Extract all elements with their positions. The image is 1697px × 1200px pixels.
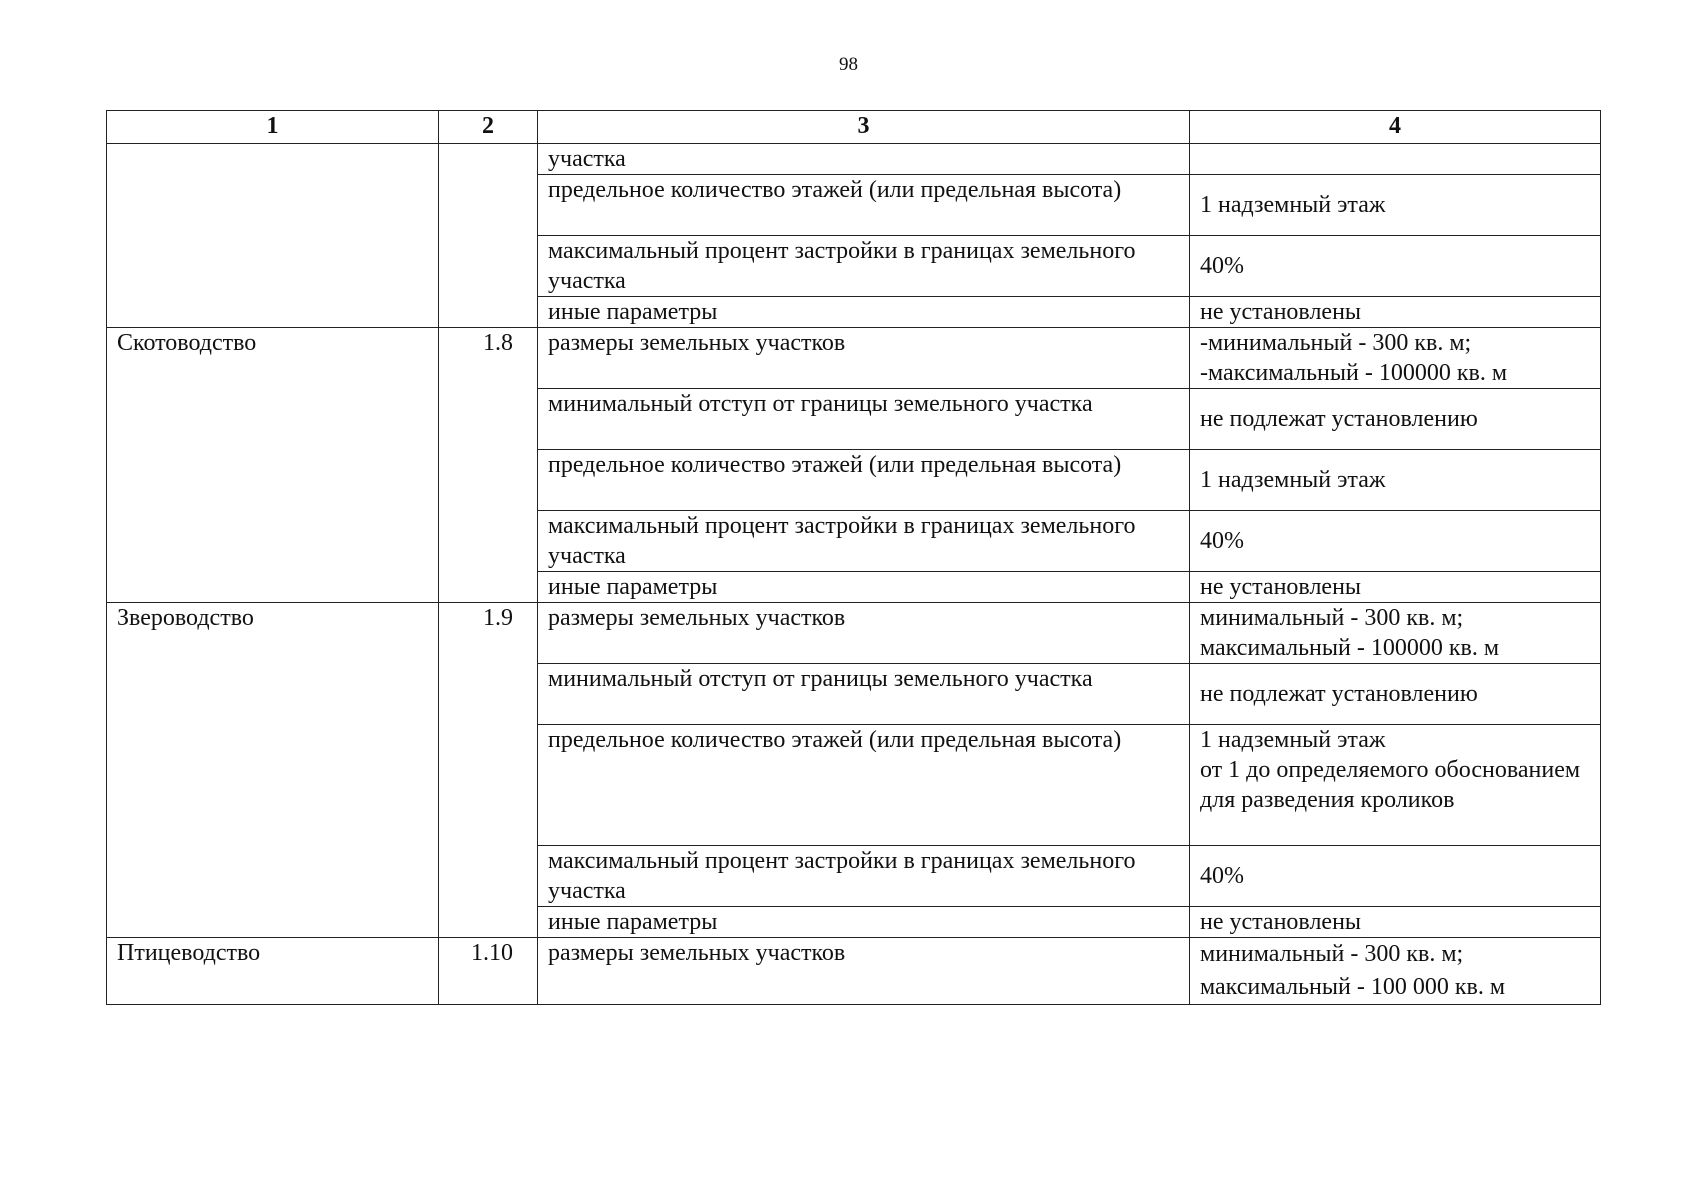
table-row: [107, 603, 1601, 664]
value-cell: [1190, 725, 1601, 846]
value-cell: 40%: [1190, 511, 1601, 572]
value-cell: не установлены: [1190, 297, 1601, 328]
value-cell: [1190, 328, 1601, 389]
parameter-cell: минимальный отступ от границы земельного участка: [538, 389, 1190, 450]
value-line: минимальный - 300 кв. м;: [1200, 605, 1464, 631]
value-line: 1 надземный этаж: [1200, 727, 1386, 753]
parameter-cell: максимальный процент застройки в границах земельного участка: [538, 511, 1190, 572]
value-cell: не подлежат установлению: [1190, 664, 1601, 725]
table-row: [107, 328, 1601, 389]
use-type-cell: Птицеводство: [107, 938, 439, 1005]
parameter-cell: иные параметры: [538, 907, 1190, 938]
value-line: максимальный - 100000 кв. м: [1200, 635, 1500, 661]
value-cell: 1 надземный этаж: [1190, 450, 1601, 511]
use-type-cell: Скотоводство: [107, 328, 439, 603]
value-cell: не подлежат установлению: [1190, 389, 1601, 450]
value-line: максимальный - 100 000 кв. м: [1200, 974, 1506, 1000]
parameter-cell: иные параметры: [538, 572, 1190, 603]
parameter-cell: иные параметры: [538, 297, 1190, 328]
value-cell: не установлены: [1190, 907, 1601, 938]
table-header-row: [107, 111, 1601, 144]
column-header-4: 4: [1190, 111, 1601, 144]
table-row: [107, 144, 1601, 175]
value-cell: 1 надземный этаж: [1190, 175, 1601, 236]
use-code-cell: [439, 144, 538, 328]
parameter-cell: размеры земельных участков: [538, 328, 1190, 389]
use-code-cell: 1.9: [439, 603, 538, 938]
parameter-cell: максимальный процент застройки в границах земельного участка: [538, 236, 1190, 297]
column-header-1: 1: [107, 111, 439, 144]
parameter-cell: минимальный отступ от границы земельного участка: [538, 664, 1190, 725]
value-cell: [1190, 144, 1601, 175]
table-row: [107, 938, 1601, 1005]
parameter-cell: предельное количество этажей (или предельная высота): [538, 725, 1190, 846]
parameter-cell: участка: [538, 144, 1190, 175]
column-header-3: 3: [538, 111, 1190, 144]
value-cell: 40%: [1190, 846, 1601, 907]
value-cell: [1190, 603, 1601, 664]
value-cell: 40%: [1190, 236, 1601, 297]
parameter-cell: предельное количество этажей (или предельная высота): [538, 175, 1190, 236]
parameter-cell: размеры земельных участков: [538, 603, 1190, 664]
parameter-cell: предельное количество этажей (или предельная высота): [538, 450, 1190, 511]
value-cell: не установлены: [1190, 572, 1601, 603]
use-type-cell: Звероводство: [107, 603, 439, 938]
column-header-2: 2: [439, 111, 538, 144]
use-code-cell: 1.10: [439, 938, 538, 1005]
value-line: минимальный - 300 кв. м;: [1200, 941, 1464, 967]
value-line: -минимальный - 300 кв. м;: [1200, 330, 1472, 356]
value-line: от 1 до определяемого обоснованием для разведения кроликов: [1200, 757, 1581, 813]
parameter-cell: максимальный процент застройки в границах земельного участка: [538, 846, 1190, 907]
parameter-cell: размеры земельных участков: [538, 938, 1190, 1005]
use-type-cell: [107, 144, 439, 328]
page-number: 98: [839, 54, 858, 75]
value-line: -максимальный - 100000 кв. м: [1200, 360, 1508, 386]
regulations-table: [106, 110, 1601, 1005]
use-code-cell: 1.8: [439, 328, 538, 603]
value-cell: [1190, 938, 1601, 1005]
